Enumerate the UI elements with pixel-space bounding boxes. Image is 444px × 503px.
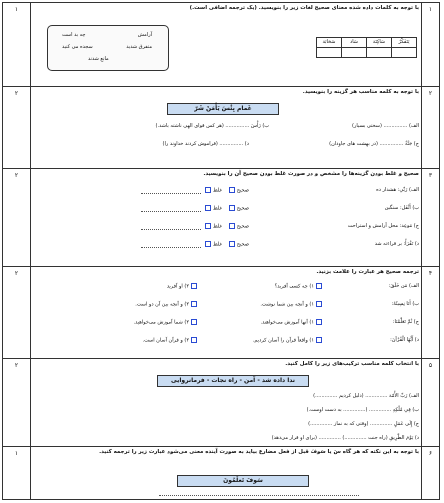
wrong-checkbox[interactable] [205,187,211,193]
question-number: ۶ [421,447,439,499]
word-bank-item: آرامش [137,32,152,38]
question-text: با انتخاب کلمه مناسب ترکیب‌های زیر را کامل کنید. [285,361,419,367]
option-checkbox[interactable] [316,319,322,325]
answer-line[interactable] [159,489,359,496]
tf-options: صحیح غلط [141,241,249,248]
word-bank-item: مانع شدند [88,56,109,62]
option-checkbox[interactable] [191,319,197,325]
fill-line[interactable]: د) ............... (فراموش کردند خداوند را) [162,141,249,147]
correct-checkbox[interactable] [229,223,235,229]
option-checkbox[interactable] [316,301,322,307]
tf-options: صحیح غلط [141,223,249,230]
tf-item: ب) أَثْقَل: سنگین [384,205,419,211]
word-bank [47,25,169,71]
mc-option: ۱) آنها آموزش می‌خواهند. [261,319,324,326]
mc-option: ۱) چه کسی آفرید؟ [275,283,324,290]
fill-line[interactable]: ج) جَنَّةُ ............... (در بهشت های جاودان) [329,141,419,147]
tf-options: صحیح غلط [141,187,249,194]
question-score: ۱ [3,3,31,86]
tf-item: ج) مَوعِد: محل آرامش و استراحت [347,223,419,229]
question-5 [3,359,439,447]
fill-line[interactable]: ج) إِلَى عَمَلٍ .............. (وقتی که به نماز ..............) [308,421,419,427]
option-checkbox[interactable] [191,283,197,289]
correct-checkbox[interactable] [229,241,235,247]
phrase-banner: سَوفَ تَعلَمُونَ [177,475,309,487]
question-3 [3,169,439,267]
question-2 [3,87,439,169]
option-checkbox[interactable] [191,301,197,307]
question-body [33,171,419,264]
option-checkbox[interactable] [316,283,322,289]
fill-line[interactable]: ب) رَأْسَ ............... (هر کس قوای الهی ناشته باشد.) [155,123,269,129]
question-6 [3,447,439,499]
fill-line[interactable]: ب) فِي مُلْكِهِ .............. (.............. به دست اوست.) [306,407,419,413]
answer-cell[interactable] [392,48,417,58]
mc-option: ۱) واقعاً قرآن را آسان کردیم. [253,337,324,344]
mc-row: د) أَيُّهَا الْقُرْآنَ: [390,337,419,343]
mc-row: الف) مَن خَلَقَ: [388,283,419,289]
answer-cell[interactable] [367,48,392,58]
vocab-word: سَاد [342,38,367,48]
fill-line[interactable]: د) يَوْمَ الطَّرِيقِ (راه جنت ..............) .............. (برای او قرار می‌دهد) [271,435,419,441]
word-banner: غَمام بِئْسَ يَأْمَنْ شَرّ [167,103,279,115]
mc-option: ۲) شما آموزش می‌خواهید. [134,319,199,326]
wrong-checkbox[interactable] [205,223,211,229]
option-checkbox[interactable] [191,337,197,343]
question-number: ۴ [421,267,439,358]
vocab-word: سَحَابَة [317,38,342,48]
question-number: ۱ [421,3,439,86]
question-body [33,269,419,356]
word-bank-item: سجده می کنید [62,44,93,50]
question-score: ۱ [3,447,31,499]
question-4 [3,267,439,359]
question-text: ترجمه صحیح هر عبارت را علامت بزنید. [316,269,419,275]
question-body [33,89,419,166]
tf-options: صحیح غلط [141,205,249,212]
question-body [33,449,419,497]
correct-checkbox[interactable] [229,205,235,211]
mc-option: ۱) و آنچه بین شما نوشت. [260,301,324,308]
mc-option: ۲) و قرآن آسان است. [143,337,199,344]
vocab-word: سَاکِتَة [367,38,392,48]
tf-item: د) تَقْرَأُ: بر قراءته شد [374,241,419,247]
vocab-table [316,37,417,58]
mc-row: ج) ثُمَّ تَعَلَّمْنَا: [392,319,419,325]
question-text: صحیح و غلط بودن گزینه‌ها را مشخص و در صورت غلط بودن صحیح آن را بنویسید. [203,171,419,177]
fill-line[interactable]: الف) ............... (سختی بسیار) [352,123,419,129]
question-text: با توجه به کلمات داده شده معنای صحیح لغات زیر را بنویسید. (یک ترجمه اضافی است.) [189,5,419,11]
question-number: ۵ [421,359,439,446]
mc-row: ب) أَنَا نِسِيتُهُ: [391,301,419,307]
question-body [33,361,419,444]
mc-option: ۲) و آنچه بین آن دو است. [135,301,199,308]
question-score: ۲ [3,169,31,266]
exam-sheet [2,2,440,500]
question-body [33,5,419,84]
wrong-checkbox[interactable] [205,241,211,247]
question-text: با توجه به این نکته که هر گاه سَ یا سَوفَ قبل از فعل مضارع بیاید به صورت آینده معنی می‌شود عبارت زیر را ترجمه کنید. [99,449,419,455]
answer-cell[interactable] [317,48,342,58]
wrong-checkbox[interactable] [205,205,211,211]
question-score: ۲ [3,267,31,358]
option-checkbox[interactable] [316,337,322,343]
tf-item: الف) رَبِّي: هشدار ده [376,187,419,193]
word-bank-item: متفرق شدید [126,44,152,50]
question-1 [3,3,439,87]
correct-checkbox[interactable] [229,187,235,193]
answer-cell[interactable] [342,48,367,58]
question-text: با توجه به کلمه مناسب هر گزینه را بنویسید. [302,89,419,95]
word-bank-item: چه بد است [62,32,86,38]
word-banner: ندا داده شد - آمن - راه نجات - فرمانروایی [157,375,309,387]
question-score: ۲ [3,87,31,168]
vocab-word: یَتَفَکَّرُ [392,38,417,48]
mc-option: ۲) او آفرید [167,283,199,290]
fill-line[interactable]: الف) رَبِّ الأُمّة .............. (ذلیل کردیم ..............) [313,393,419,399]
question-score: ۲ [3,359,31,446]
question-number: ۳ [421,169,439,266]
question-number: ۲ [421,87,439,168]
